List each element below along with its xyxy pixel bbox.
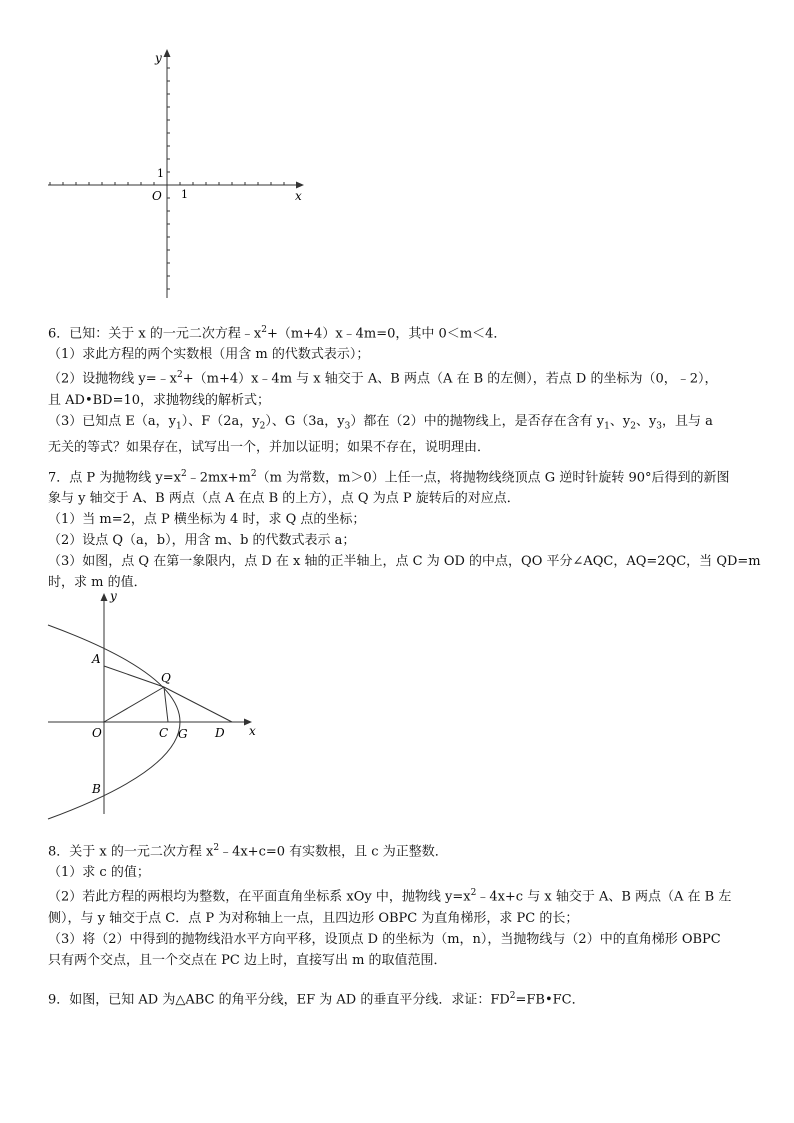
q8-part1: （1）求 c 的值； — [48, 865, 150, 881]
q6-statement: 6．已知：关于 x 的一元二次方程$﹣x^2+(m+4)x﹣4m=0$，其中 0＜m＜4． — [48, 325, 507, 342]
y-axis-label: y — [155, 51, 162, 65]
q7-statement-cont: 象与 y 轴交于 A、B 两点（点 A 在点 B 的上方），点 Q 为点 P 旋转后的对应点． — [48, 491, 520, 507]
coordinate-axes-figure — [40, 40, 320, 305]
q6-part2: （2）设抛物线 $y=﹣x^2+(m+4)x﹣4m$ 与 x 轴交于 A、B 两点（A 在 B 的左侧），若点 D 的坐标为（0，﹣2）， — [48, 370, 718, 387]
q9-statement: 9．如图，已知 AD 为△ABC 的角平分线，EF 为 AD 的垂直平分线．求证：$FD^2=FB•FC$． — [48, 991, 585, 1008]
q6-part1: （1）求此方程的两个实数根（用含 m 的代数式表示）； — [48, 347, 370, 363]
q8-statement: 8．关于 x 的一元二次方程 $x^2﹣4x+c=0$ 有实数根，且 c 为正整数． — [48, 843, 448, 860]
q6-part2-cont: 且 AD•BD=10，求抛物线的解析式； — [48, 392, 271, 408]
question-9 — [48, 986, 760, 1010]
point-D-label: D — [215, 726, 225, 740]
y-axis-label: y — [110, 590, 117, 603]
q7-part3-cont: 时，求 m 的值． — [48, 575, 147, 591]
q8-part2-cont: 侧），与 y 轴交于点 C．点 P 为对称轴上一点，且四边形 OBPC 为直角梯形，求 PC 的长； — [48, 910, 579, 926]
question-6 — [48, 320, 760, 458]
question-8 — [48, 838, 760, 971]
point-O-label: O — [92, 726, 102, 740]
x-axis-label: x — [295, 189, 302, 203]
point-Q-label: Q — [161, 671, 171, 685]
y-tick-1-label: 1 — [157, 167, 164, 180]
q6-part3-cont: 无关的等式？如果存在，试写出一个，并加以证明；如果不存在，说明理由． — [48, 440, 491, 456]
point-C-label: C — [159, 726, 169, 740]
y-axis-arrow — [164, 49, 171, 57]
point-A-label: A — [92, 652, 101, 666]
q8-part3: （3）将（2）中得到的抛物线沿水平方向平移，设顶点 D 的坐标为（m，n），当抛物线与（2）中的直角梯形 OBPC — [48, 931, 721, 947]
y-axis-arrow — [101, 593, 108, 601]
x-axis-arrow — [296, 182, 304, 189]
segment-QD — [164, 687, 232, 722]
q7-statement: 7．点 P 为抛物线 $y=x^2﹣2mx+m^2(m$ 为常数，m＞0）上任一点，将抛物线绕顶点 G 逆时针旋转 90°后得到的新图 — [48, 469, 730, 486]
x-tick-1-label: 1 — [181, 188, 188, 201]
q6-part3: （3）已知点 E（a，$y_1$）、F（2a，$y_2$）、G（3a，$y_3$）都在（2）中的抛物线上，是否存在含有 $y_1$、$y_2$、$y_3$，且与 a — [48, 413, 713, 432]
q7-part2: （2）设点 Q（a，b），用含 m、b 的代数式表示 a； — [48, 533, 356, 549]
segment-AQ — [104, 666, 164, 687]
q7-part3: （3）如图，点 Q 在第一象限内，点 D 在 x 轴的正半轴上，点 C 为 OD 的中点，QO 平分∠AQC，AQ=2QC，当 QD=m — [48, 554, 761, 570]
rotated-parabola-figure — [44, 590, 274, 820]
q8-part3-cont: 只有两个交点，且一个交点在 PC 边上时，直接写出 m 的取值范围． — [48, 952, 447, 968]
point-G-label: G — [178, 727, 188, 741]
segment-OQ — [104, 687, 164, 722]
question-7 — [48, 464, 760, 593]
x-axis-label: x — [249, 724, 256, 738]
point-B-label: B — [92, 782, 101, 796]
q7-part1: （1）当 m=2，点 P 横坐标为 4 时，求 Q 点的坐标； — [48, 512, 366, 528]
q8-part2: （2）若此方程的两根均为整数，在平面直角坐标系 xOy 中，抛物线 $y=x^2﹣4x+c$ 与 x 轴交于 A、B 两点（A 在 B 左 — [48, 888, 732, 905]
origin-label: O — [152, 189, 162, 203]
